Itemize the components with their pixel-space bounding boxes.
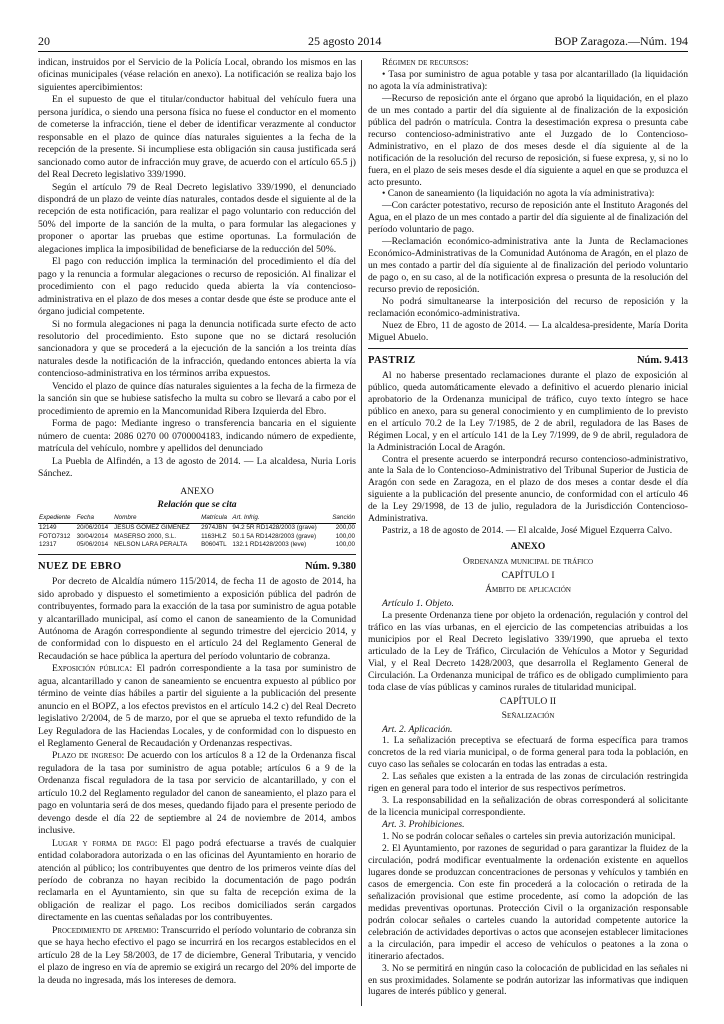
table-cell: 05/06/2014 (76, 541, 109, 549)
entity-name: PASTRIZ (368, 354, 416, 366)
paragraph: —Reclamación económico-administrativa ante la Junta de Reclamaciones Económico-Administrativas de la Comunidad Autónoma de Aragón, en el plazo de un mes contado a partir del día siguiente al de finalización del periodo voluntario de pago o, en su caso, al de la notificación expresa o presunta de la resolución del recurso previo de reposición. (368, 236, 688, 296)
table-cell: B0604TL (201, 541, 227, 549)
right-column (368, 57, 688, 998)
paragraph: 2. El Ayuntamiento, por razones de seguridad o para garantizar la fluidez de la circulación, podrá modificar eventualmente la ordenación existente en aquellos lugares donde se produzcan concentraciones de personas y vehículos y también en casos de emergencia. Con este fin procederá a la colocación o retirada de la señalización provisional que estime procedente, así como la adopción de las medidas preventivas oportunas. Protección Civil o la organización responsable podrán colocar señales o carteles cuando la autoridad competente autorice la celebración de actividades deportivas o actos que aconsejen establecer limitaciones a la circulación, para impedir el acceso de vehículos o peatones a la zona o itinerario afectados. (368, 843, 688, 962)
relacion-title: Relación que se cita (157, 498, 237, 510)
paragraph: Según el artículo 79 de Real Decreto legislativo 339/1990, el denunciado dispondrá de un plazo de veinte días naturales, contados desde el siguiente al de la recepción de esta notificación, para realizar el pago voluntario con reducción del 50% del importe de la sanción de la multa, o para formular las alegaciones y proponer o aportar las pruebas que estime oportunas. La formulación de alegaciones implica la imposibilidad de beneficiarse de la reducción del 50%. (38, 181, 356, 255)
paragraph: Procedimiento de apremio: Transcurrido el período voluntario de cobranza sin que se haya hecho efectivo el pago se incurrirá en los recargos establecidos en el artículo 28 de la Ley 58/2003, de 17 de diciembre, General Tributaria, y vencido el plazo de ingreso en vía de apremio se exigirá un recargo del 20% del importe de la deuda no ingresada, más los intereses de demora. (38, 924, 357, 986)
paragraph-lead: Procedimiento de apremio: (52, 924, 159, 936)
table-cell: 200,00 (335, 523, 355, 531)
left-column (38, 57, 356, 987)
column-divider (361, 60, 362, 1006)
signature-line: Nuez de Ebro, 11 de agosto de 2014. — La alcaldesa-presidente, María Dorita Miguel Abuelo. (368, 319, 688, 343)
table-cell: FOTO7312 (39, 532, 71, 540)
section-rule (368, 348, 688, 349)
paragraph: Plazo de ingreso: De acuerdo con los artículos 8 a 12 de la Ordenanza fiscal reguladora de la tasa por suministro de agua potable; artículos 6 a 9 de la Ordenanza fiscal reguladora de la tasa por servicio de alcantarillado, y con el artículo 10.2 del Reglamento regulador del canon de saneamiento, el plazo para el pago en voluntaria será de dos meses, quedando fijado para el presente periodo de devengo desde el día 22 de septiembre al 24 de noviembre de 2014, ambos inclusive. (38, 750, 356, 837)
paragraph: Por decreto de Alcaldía número 115/2014, de fecha 11 de agosto de 2014, ha sido aprobado y dispuesto el sometimiento a exposición pública del padrón de contribuyentes, formado para la exacción de la tasa por suministro de agua potable y alcantarillado municipal, así como el canon de saneamiento de la Comunidad Autónoma de Aragón correspondiente al segundo trimestre del ejercicio 2014, y de conformidad con lo dispuesto en el artículo 24 del Reglamento General de Recaudación se hace pública la apertura del período voluntario de cobranza. (38, 576, 356, 662)
entity-number: Núm. 9.413 (636, 354, 688, 366)
column-header: Art. Infrig. (231, 514, 328, 523)
table-cell: JESÚS GÓMEZ GIMENEZ (114, 523, 190, 531)
paragraph: 3. No se permitirá en ningún caso la colocación de publicidad en las señales ni en sus proximidades. Solamente se podrán autorizar las informativas que indiquen lugares de interés público y general. (368, 962, 688, 998)
paragraph: 2. Las señales que existen a la entrada de las zonas de circulación restringida rigen en general para todo el interior de sus respectivos perímetros. (368, 771, 688, 795)
table-row (38, 523, 356, 532)
table-cell: 30/04/2014 (76, 532, 109, 540)
section-rule (38, 554, 356, 555)
article-heading: Art. 3. Prohibiciones. (382, 819, 465, 831)
entity-name: NUEZ DE EBRO (38, 560, 122, 572)
chapter-title: CAPÍTULO II (499, 695, 557, 707)
table-cell: 50.1 5A RD1428/2003 (grave) (232, 532, 317, 540)
paragraph: No podrá simultanearse la interposición del recurso de reposición y la reclamación económico-administrativa. (368, 296, 688, 320)
paragraph: Contra el presente acuerdo se interpondrá recurso contencioso-administrativo, ante la Sala de lo Contencioso-Administrativo del Tribunal Superior de Justicia de Aragón con sede en Zaragoza, en el plazo de dos meses a contar desde el día siguiente a la publicación del presente anuncio, de conformidad con el artículo 46 de la Ley 29/1998, de 13 de julio, reguladora de la Jurisdicción Contencioso-Administrativa. (368, 453, 688, 525)
table-row (38, 541, 356, 550)
entity-heading-nuez (38, 561, 356, 573)
article-heading: Art. 2. Aplicación. (382, 723, 453, 735)
header-rule (38, 51, 688, 52)
paragraph: 3. La responsabilidad en la señalización de obras corresponderá al solicitante de la licencia municipal correspondiente. (368, 795, 688, 819)
paragraph: Exposición pública: El padrón correspondiente a la tasa por suministro de agua, alcantarillado y canon de saneamiento se encuentra expuesto al público por término de veinte días hábiles a partir del siguiente a la publicación del presente anuncio en el BOPZ, a los efectos previstos en el artículo 14.2 c) del Real Decreto legislativo 2/2004, de 5 de marzo, por el que se aprueba el texto refundido de la Ley Reguladora de las Haciendas Locales, y de conformidad con lo dispuesto en el Reglamento General de Recaudación y Ordenanzas respectivas. (38, 663, 356, 750)
ordinance-title: Ordenanza municipal de tráfico (462, 556, 594, 568)
paragraph: Vencido el plazo de quince días naturales siguientes a la fecha de la firmeza de la sanción sin que se hubiese satisfecho la multa su cobro se llevará a cabo por el procedimiento de apremio en la Mancomunidad Ribera Izquierda del Ebro. (38, 380, 356, 417)
page-number: 20 (38, 34, 50, 48)
table-cell: 12317 (39, 541, 57, 549)
paragraph: En el supuesto de que el titular/conductor habitual del vehículo fuera una persona jurídica, o siendo una persona física no fuese el conductor en el momento de cometerse la infracción, tiene el deber de identificar verazmente al conductor responsable en el plazo de quince días naturales siguientes a la fecha de la recepción de la presente. Si incumpliese esta obligación sin causa justificada será sancionado como autor de infracción muy grave, de acuerdo con el artículo 65.5 j) del Real Decreto legislativo 339/1990. (38, 94, 356, 181)
paragraph-lead: Exposición pública: (52, 663, 133, 675)
table-cell: 1163HLZ (201, 532, 227, 540)
table-cell: 132.1 RD1428/2003 (leve) (232, 541, 307, 549)
paragraph: —Con carácter potestativo, recurso de reposición ante el Instituto Aragonés del Agua, en el plazo de un mes contado a partir del día siguiente al de finalización del período voluntario de pago. (368, 200, 688, 236)
article-heading: Artículo 1. Objeto. (382, 597, 454, 609)
entity-number: Núm. 9.380 (304, 560, 356, 572)
paragraph: • Tasa por suministro de agua potable y tasa por alcantarillado (la liquidación no agota la vía administrativa): (368, 68, 688, 92)
table-cell: NELSON LARA PERALTA (114, 541, 188, 549)
paragraph: La presente Ordenanza tiene por objeto la ordenación, regulación y control del tráfico en las vías urbanas, en el ejercicio de las competencias atribuidas a los municipios por el Real Decreto legislativo 339/1990, que aprueba el texto articulado de la Ley de Tráfico, Circulación de Vehículos a Motor y Seguridad Vial, y el Real Decreto 1428/2003, que desarrolla el Reglamento General de Circulación. La Ordenanza municipal de tráfico es de obligado cumplimiento para toda clase de vías públicas y caminos rurales de titularidad municipal. (368, 609, 688, 693)
paragraph-lead: Lugar y forma de pago: (52, 837, 158, 849)
anexo-title: ANEXO (180, 486, 214, 498)
paragraph-lead: Plazo de ingreso: (52, 750, 125, 762)
table-cell: MASERSO 2000, S.L. (114, 532, 177, 540)
table-cell: 100,00 (335, 532, 355, 540)
table-row (38, 533, 356, 542)
paragraph: • Canon de saneamiento (la liquidación no agota la vía administrativa): (382, 188, 655, 200)
table-cell: 12149 (39, 523, 57, 531)
column-header: Nombre (113, 514, 200, 523)
section-lead: Régimen de recursos: (382, 57, 469, 68)
column-header: Sanción (328, 514, 356, 523)
chapter-name: Ámbito de aplicación (485, 584, 571, 596)
column-header: Fecha (76, 514, 114, 523)
entity-heading-pastriz (368, 355, 688, 367)
paragraph: Forma de pago: Mediante ingreso o transferencia bancaria en el siguiente número de cuenta: 2086 0270 00 0700004183, indicando número de expediente, matrícula del vehículo, nombre y apellidos del denunciado (38, 418, 356, 455)
table-header-row (38, 514, 356, 523)
paragraph: indican, instruidos por el Servicio de la Policía Local, obrando los mismos en las oficinas municipales (véase relación en anexo). La notificación se realiza bajo los siguientes apercibimientos: (38, 57, 356, 93)
table-cell: 2974JBN (201, 523, 227, 531)
table-cell: 100,00 (335, 541, 355, 549)
page-header (38, 34, 688, 48)
paragraph: —Recurso de reposición ante el órgano que aprobó la liquidación, en el plazo de un mes contado a partir del día siguiente al de finalización de la exposición pública del padrón o matrícula. Contra la desestimación expresa o presunta cabe recurso contencioso-administrativo ante el Juzgado de lo Contencioso-Administrativo, en el plazo de dos meses desde el día siguiente al de la notificación de la resolución del recurso de reposición, si fuese expresa, y, si no lo fuera, en el plazo de seis meses desde el día siguiente a aquel en que se produzca el acto presunto. (368, 92, 688, 188)
issue-date: 25 agosto 2014 (308, 34, 382, 48)
paragraph: Lugar y forma de pago: El pago podrá efectuarse a través de cualquier entidad colaboradora autorizada o en las oficinas del Ayuntamiento en horario de atención al público; los contribuyentes que dentro de los primeros veinte días del período de cobranza no hayan recibido la documentación de pago podrán reclamarla en el Ayuntamiento, sin que su falta de recepción exima de la obligación de realizar el pago. Los recibos domiciliados serán cargados directamente en las cuentas señaladas por los contribuyentes. (38, 837, 356, 924)
paragraph: El pago con reducción implica la terminación del procedimiento el día del pago y la renuncia a formular alegaciones o recurso de reposición. Al finalizar el procedimiento con el pago reducido queda abierta la vía contencioso-administrativa en el plazo de dos meses a contar desde que éste se produce ante el órgano judicial competente. (38, 256, 356, 318)
anexo-title: ANEXO (510, 541, 546, 553)
paragraph: Al no haberse presentado reclamaciones durante el plazo de exposición al público, queda automáticamente elevado a definitivo el acuerdo plenario inicial aprobatorio de la Ordenanza municipal de tráfico, cuyo texto íntegro se hace público en anexo, para su general conocimiento y en cumplimiento de lo previsto en el artículo 70.2 de la Ley 7/1985, de 2 de abril, reguladora de las Bases de Régimen Local, y en el artículo 141 de la Ley 7/1999, de 9 de abril, reguladora de la Administración Local de Aragón. (368, 369, 688, 453)
paragraph: 1. La señalización preceptiva se efectuará de forma específica para tramos concretos de la red viaria municipal, o de forma general para toda la población, en cuyo caso las señales se colocarán en todas las entradas a esta. (368, 735, 688, 771)
signature-line: Pastriz, a 18 de agosto de 2014. — El alcalde, José Miguel Ezquerra Calvo. (382, 525, 673, 537)
paragraph: Si no formula alegaciones ni paga la denuncia notificada surte efecto de acto resolutorio del procedimiento. Esto supone que no se dictará resolución sancionadora y que se procederá a la ejecución de la sanción a los treinta días naturales desde la notificación de la infracción, quedando entonces abierta la vía contencioso-administrativa en los términos arriba expuestos. (38, 318, 356, 380)
publication-name: BOP Zaragoza.—Núm. 194 (554, 34, 688, 48)
infractions-table (38, 514, 356, 549)
column-header: Matrícula (200, 514, 231, 523)
chapter-title: CAPÍTULO I (501, 570, 555, 582)
signature-line: La Puebla de Alfindén, a 13 de agosto de 2014. — La alcaldesa, Nuria Loris Sánchez. (38, 455, 356, 479)
table-cell: 20/06/2014 (76, 523, 109, 531)
column-header: Expediente (38, 514, 76, 523)
table-cell: 94.2 5R RD1428/2003 (grave) (232, 523, 317, 531)
paragraph: 1. No se podrán colocar señales o carteles sin previa autorización municipal. (382, 831, 676, 843)
chapter-name: Señalización (501, 709, 555, 721)
